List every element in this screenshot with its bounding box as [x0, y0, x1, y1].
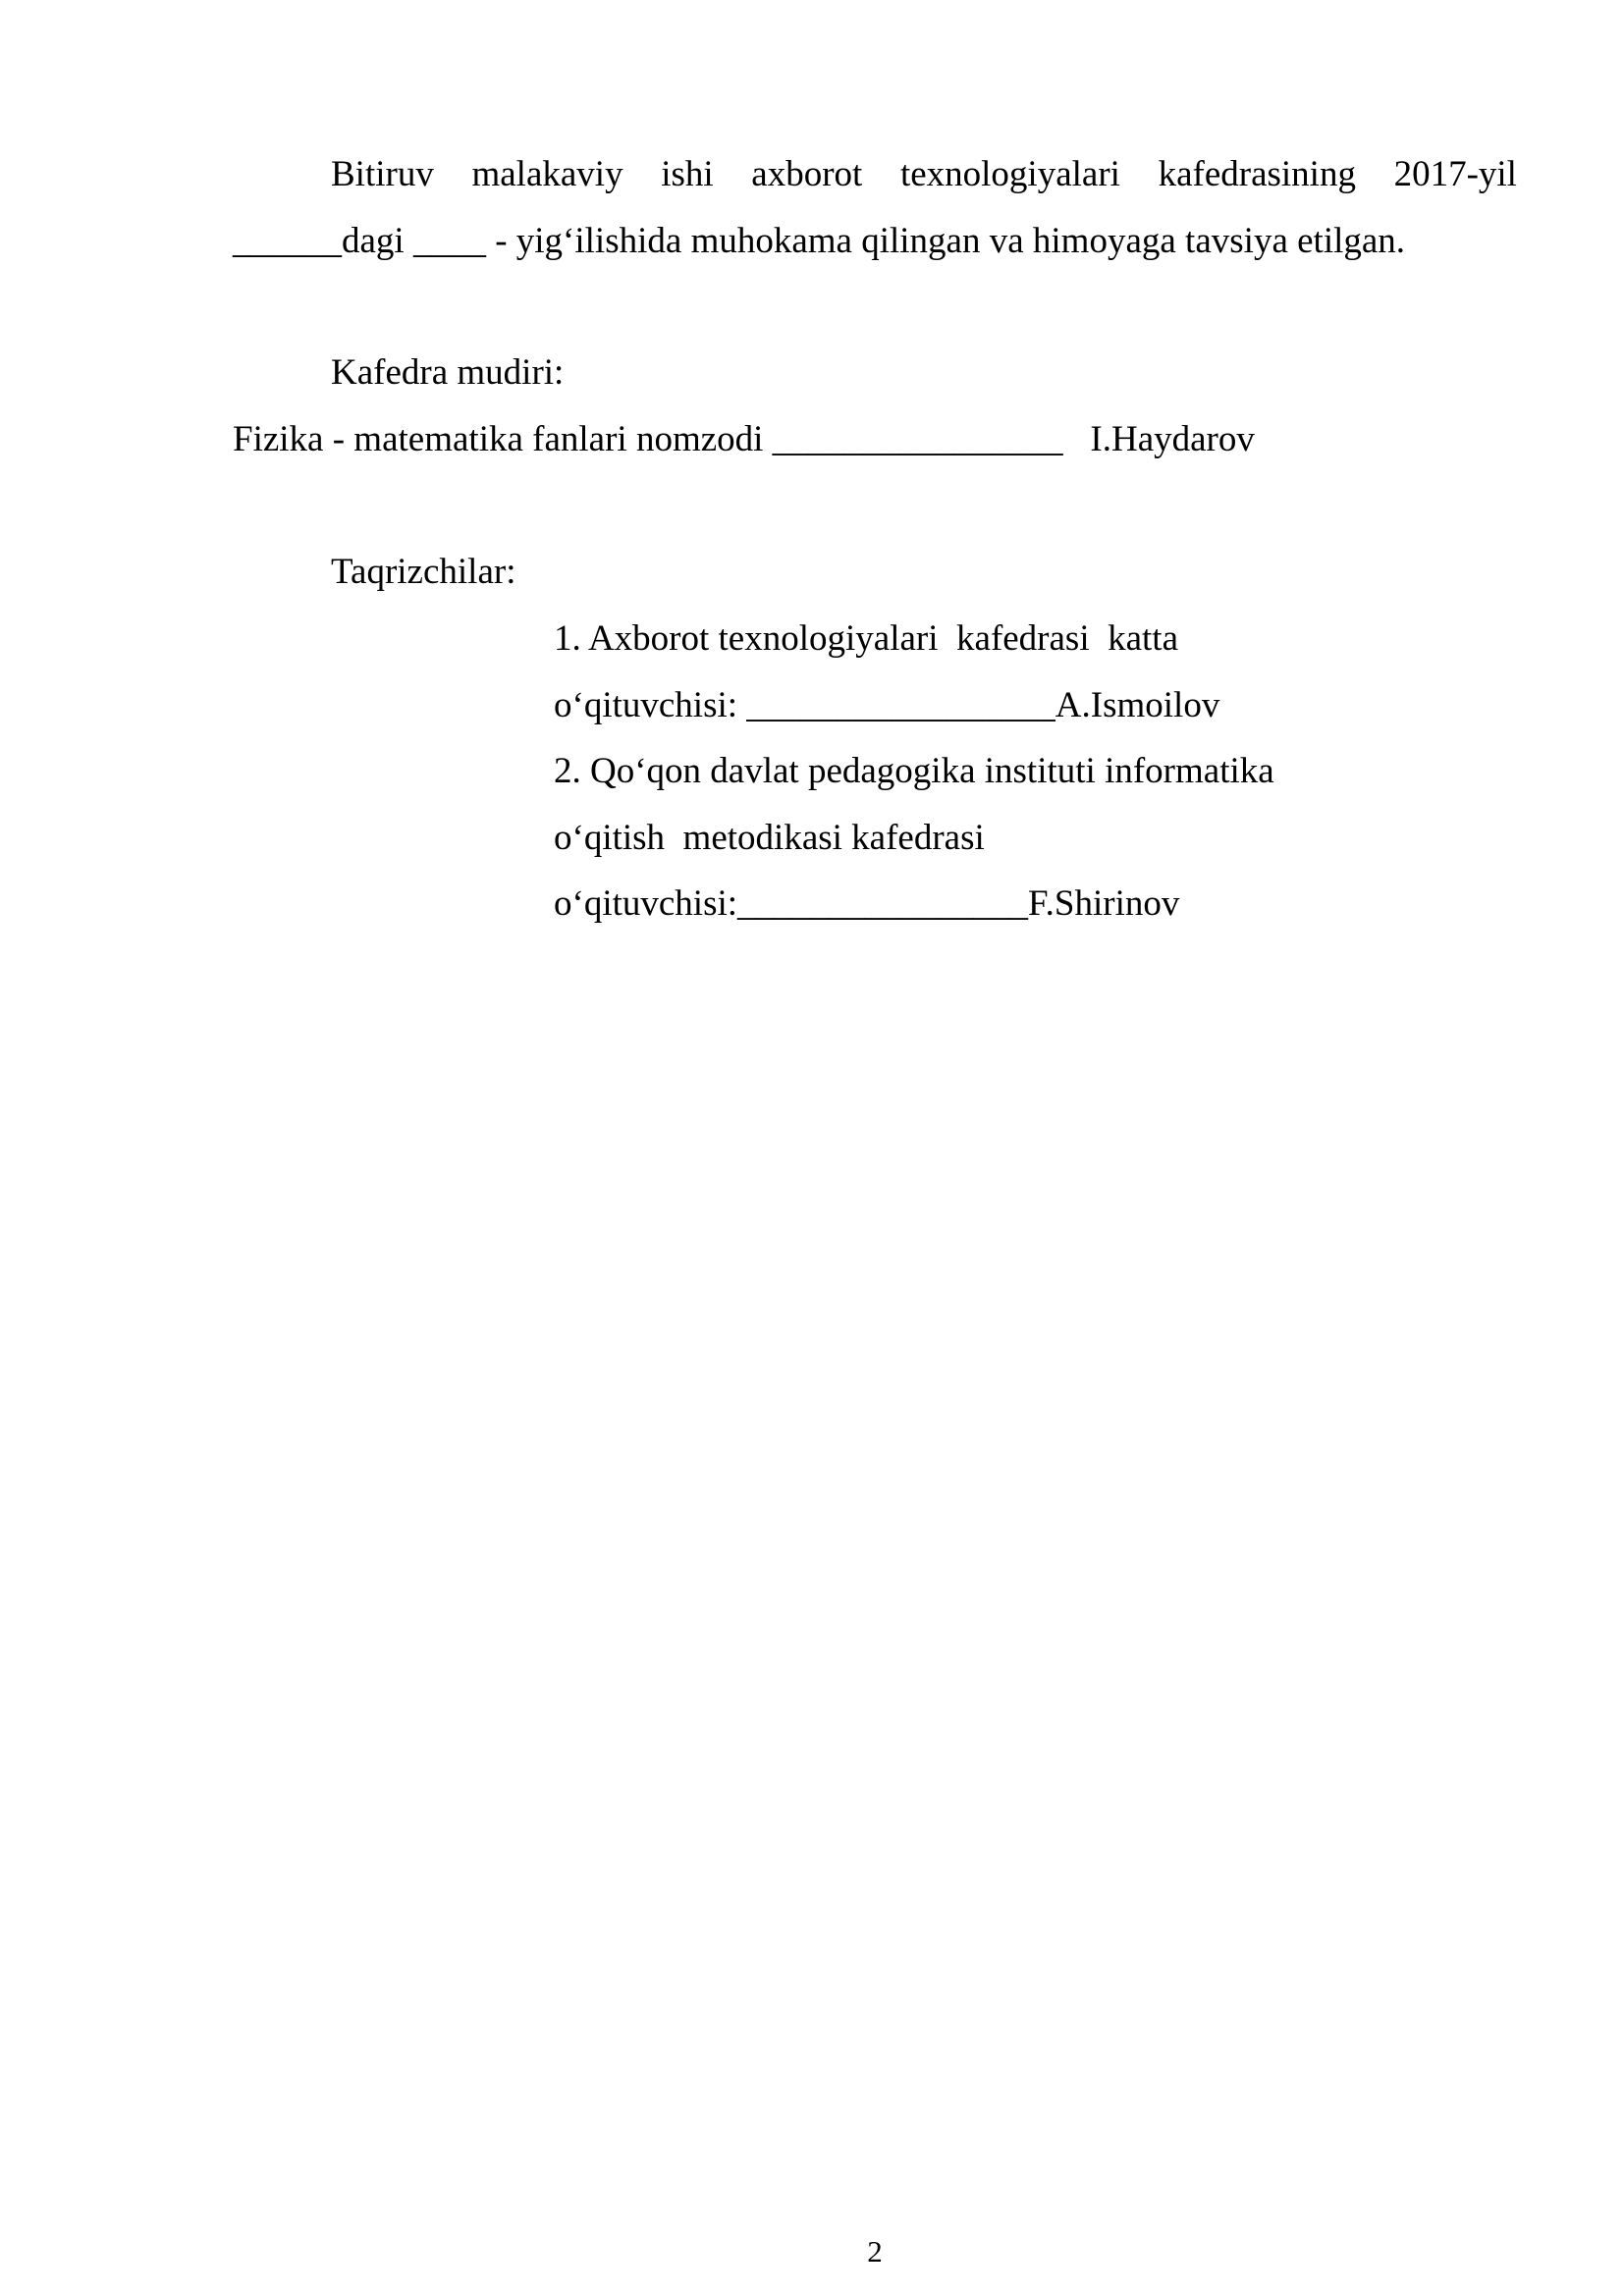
- head-title: Kafedra mudiri:: [331, 352, 565, 393]
- approval-first-line: [331, 153, 1517, 196]
- head-signature-line: Fizika - matematika fanlari nomzodi ________________ I.Haydarov: [233, 419, 1255, 459]
- word: malakaviy: [471, 154, 623, 194]
- word: texnologiyalari: [899, 154, 1120, 194]
- reviewer-2-signature: o‘qituvchisi:________________F.Shirinov: [554, 883, 1180, 924]
- approval-second-line: ______dagi ____ - yig‘ilishida muhokama qilingan va himoyaga tavsiya etilgan.: [233, 221, 1406, 261]
- reviewer-2-department: o‘qitish metodikasi kafedrasi: [554, 818, 985, 858]
- reviewer-1-signature: o‘qituvchisi: _________________A.Ismoilov: [554, 685, 1220, 725]
- page-number: 2: [867, 2234, 883, 2269]
- reviewer-2-title: 2. Qo‘qon davlat pedagogika instituti informatika: [554, 751, 1274, 791]
- word: axborot: [751, 154, 863, 194]
- word: ishi: [661, 154, 714, 194]
- word: Bitiruv: [331, 154, 434, 194]
- word: 2017-yil: [1393, 154, 1517, 194]
- reviewer-1-title: 1. Axborot texnologiyalari kafedrasi katta: [554, 618, 1179, 659]
- reviewers-title: Taqrizchilar:: [331, 552, 516, 592]
- word: kafedrasining: [1158, 154, 1356, 194]
